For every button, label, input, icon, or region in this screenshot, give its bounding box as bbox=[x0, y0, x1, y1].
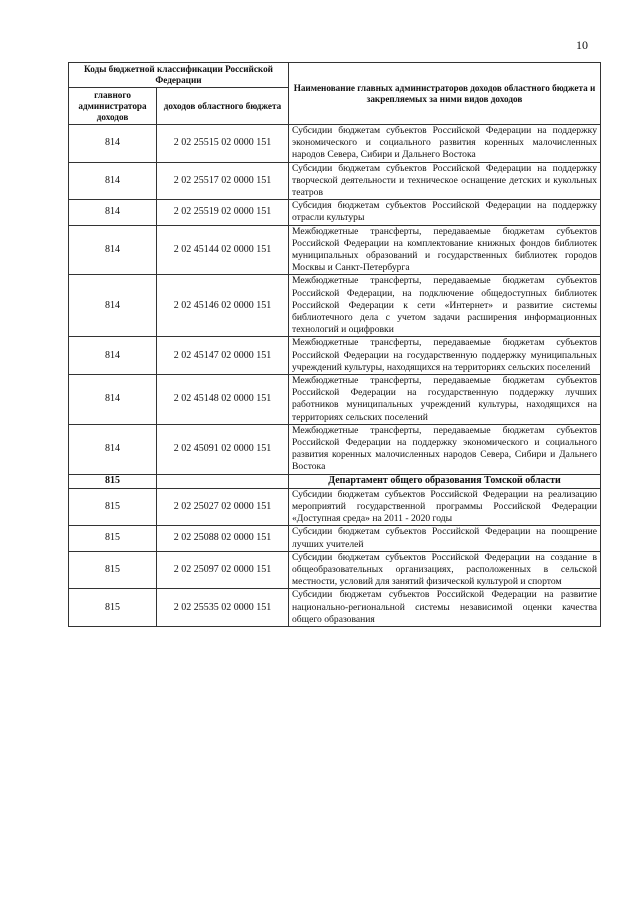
admin-code-cell: 814 bbox=[69, 125, 157, 163]
section-admin-code: 815 bbox=[69, 474, 157, 488]
admin-code-cell: 815 bbox=[69, 551, 157, 589]
header-col-income: доходов областного бюджета bbox=[157, 88, 289, 125]
table-row bbox=[69, 551, 601, 589]
income-name-cell: Межбюджетные трансферты, передаваемые бюджетам субъектов Российской Федерации на комплектование книжных фондов библиотек муниципальных образований и государственных библиотек городов Москвы и Санкт-Петербурга bbox=[289, 225, 601, 275]
admin-code-cell: 814 bbox=[69, 200, 157, 225]
income-name-cell: Субсидии бюджетам субъектов Российской Федерации на реализацию мероприятий государственной программы Российской Федерации «Доступная среда» на 2011 - 2020 годы bbox=[289, 488, 601, 526]
income-code-cell: 2 02 25088 02 0000 151 bbox=[157, 526, 289, 551]
income-code-cell: 2 02 25535 02 0000 151 bbox=[157, 589, 289, 627]
table-row bbox=[69, 488, 601, 526]
table-row bbox=[69, 162, 601, 200]
table-row bbox=[69, 200, 601, 225]
table-row bbox=[69, 424, 601, 474]
admin-code-cell: 814 bbox=[69, 225, 157, 275]
admin-code-cell: 814 bbox=[69, 162, 157, 200]
income-name-cell: Субсидии бюджетам субъектов Российской Федерации на поощрение лучших учителей bbox=[289, 526, 601, 551]
income-code-cell: 2 02 25519 02 0000 151 bbox=[157, 200, 289, 225]
header-col-name: Наименование главных администраторов доходов областного бюджета и закрепляемых за ними видов доходов bbox=[289, 63, 601, 125]
header-col-admin: главного администратора доходов bbox=[69, 88, 157, 125]
admin-code-cell: 814 bbox=[69, 375, 157, 425]
income-code-cell: 2 02 45147 02 0000 151 bbox=[157, 337, 289, 375]
table-row bbox=[69, 275, 601, 337]
section-empty-cell bbox=[157, 474, 289, 488]
admin-code-cell: 815 bbox=[69, 526, 157, 551]
income-name-cell: Межбюджетные трансферты, передаваемые бюджетам субъектов Российской Федерации на государственную поддержку муниципальных учреждений культуры, находящихся на территориях сельских поселений bbox=[289, 337, 601, 375]
table-row bbox=[69, 225, 601, 275]
income-name-cell: Субсидия бюджетам субъектов Российской Федерации на поддержку отрасли культуры bbox=[289, 200, 601, 225]
income-code-cell: 2 02 25097 02 0000 151 bbox=[157, 551, 289, 589]
header-group-title: Коды бюджетной классификации Российской Федерации bbox=[69, 63, 289, 88]
admin-code-cell: 814 bbox=[69, 337, 157, 375]
section-row bbox=[69, 474, 601, 488]
section-title: Департамент общего образования Томской области bbox=[289, 474, 601, 488]
header-row-group bbox=[69, 63, 601, 88]
income-name-cell: Субсидии бюджетам субъектов Российской Федерации на поддержку творческой деятельности и техническое оснащение детских и кукольных театров bbox=[289, 162, 601, 200]
income-name-cell: Межбюджетные трансферты, передаваемые бюджетам субъектов Российской Федерации на поддержку экономического и социального развития коренных малочисленных народов Севера, Сибири и Дальнего Востока bbox=[289, 424, 601, 474]
table-row bbox=[69, 125, 601, 163]
income-name-cell: Межбюджетные трансферты, передаваемые бюджетам субъектов Российской Федерации на государственную поддержку лучших работников муниципальных учреждений культуры, находящихся на территориях сельских поселений bbox=[289, 375, 601, 425]
table-row bbox=[69, 589, 601, 627]
budget-classification-table bbox=[68, 62, 601, 627]
table-body bbox=[69, 125, 601, 627]
page-number: 10 bbox=[576, 38, 588, 52]
admin-code-cell: 815 bbox=[69, 488, 157, 526]
table-header bbox=[69, 63, 601, 125]
table-row bbox=[69, 337, 601, 375]
table-row bbox=[69, 375, 601, 425]
table-row bbox=[69, 526, 601, 551]
income-name-cell: Субсидии бюджетам субъектов Российской Федерации на развитие национально-региональной системы независимой оценки качества общего образования bbox=[289, 589, 601, 627]
admin-code-cell: 814 bbox=[69, 424, 157, 474]
income-name-cell: Субсидии бюджетам субъектов Российской Федерации на создание в общеобразовательных организациях, расположенных в сельской местности, условий для занятий физической культурой и спортом bbox=[289, 551, 601, 589]
income-name-cell: Межбюджетные трансферты, передаваемые бюджетам субъектов Российской Федерации, на подключение общедоступных библиотек Российской Федерации к сети «Интернет» и развитие системы библиотечного дела с учетом задачи расширения информационных технологий и оцифровки bbox=[289, 275, 601, 337]
admin-code-cell: 814 bbox=[69, 275, 157, 337]
income-code-cell: 2 02 25027 02 0000 151 bbox=[157, 488, 289, 526]
income-code-cell: 2 02 45146 02 0000 151 bbox=[157, 275, 289, 337]
income-code-cell: 2 02 45091 02 0000 151 bbox=[157, 424, 289, 474]
income-code-cell: 2 02 45144 02 0000 151 bbox=[157, 225, 289, 275]
income-code-cell: 2 02 25515 02 0000 151 bbox=[157, 125, 289, 163]
income-name-cell: Субсидии бюджетам субъектов Российской Федерации на поддержку экономического и социального развития коренных малочисленных народов Севера, Сибири и Дальнего Востока bbox=[289, 125, 601, 163]
income-code-cell: 2 02 25517 02 0000 151 bbox=[157, 162, 289, 200]
admin-code-cell: 815 bbox=[69, 589, 157, 627]
income-code-cell: 2 02 45148 02 0000 151 bbox=[157, 375, 289, 425]
